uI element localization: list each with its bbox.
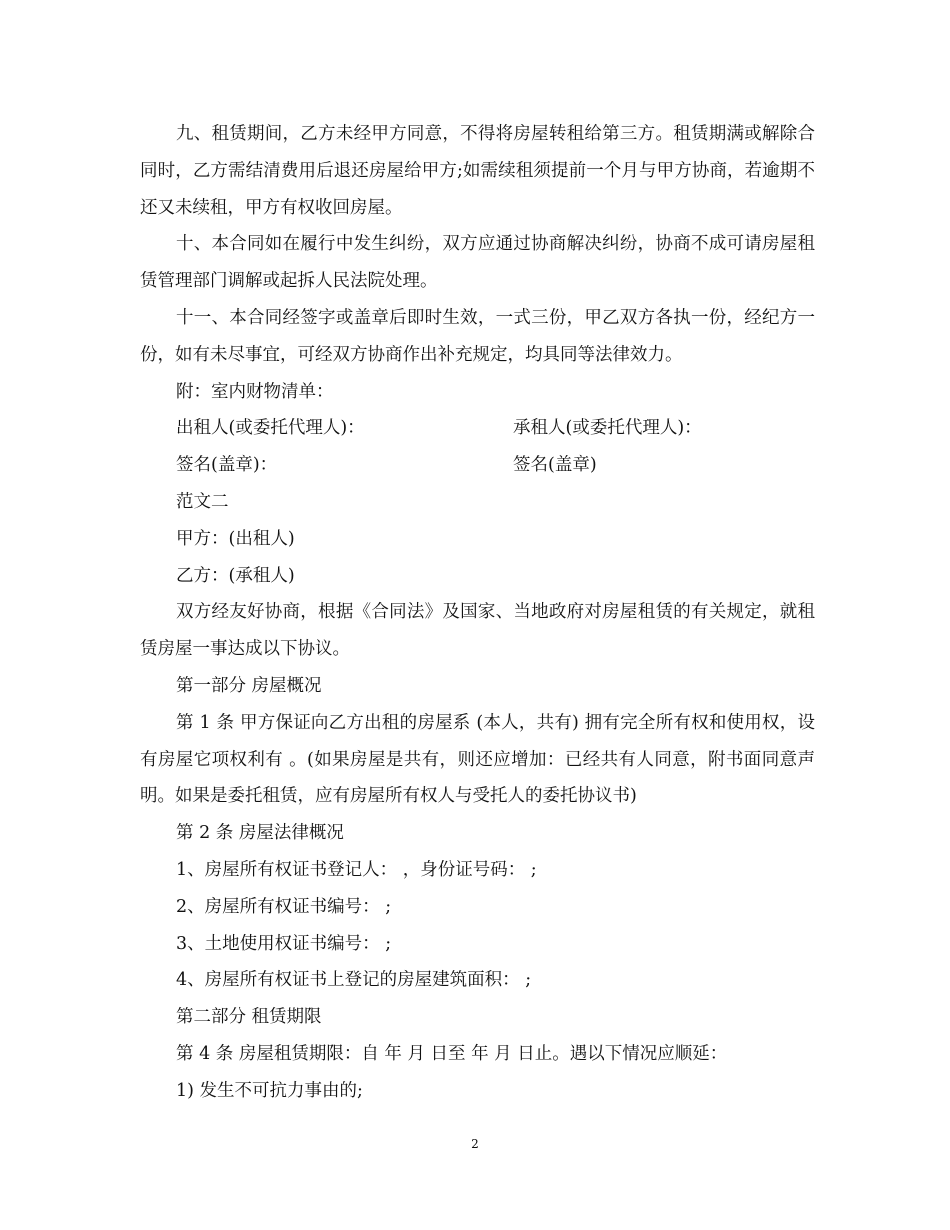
item-one: 1、房屋所有权证书登记人： ，身份证号码： ; [176, 859, 537, 880]
lessor-label: 出租人(或委托代理人)： [176, 418, 365, 439]
attachment-line: 附：室内财物清单： [176, 381, 334, 402]
item-two: 2、房屋所有权证书编号： ; [176, 896, 392, 917]
part-one-heading: 第一部分 房屋概况 [176, 675, 322, 696]
clause-nine: 九、租赁期间，乙方未经甲方同意，不得将房屋转租给第三方。租赁期满或解除合同时，乙方需结清费用后退还房屋给甲方;如需续租须提前一个月与甲方协商，若逾期不还又未续租，甲方有权收回房屋。 [140, 124, 815, 218]
party-b-line: 乙方：(承租人) [176, 565, 295, 586]
signature-seal-row [140, 447, 815, 484]
part-two-heading: 第二部分 租赁期限 [176, 1007, 322, 1028]
clause-ten: 十、本合同如在履行中发生纠纷，双方应通过协商解决纠纷，协商不成可请房屋租赁管理部门调解或起拆人民法院处理。 [140, 234, 815, 292]
article-two-heading: 第 2 条 房屋法律概况 [176, 823, 344, 844]
clause-eleven: 十一、本合同经签字或盖章后即时生效，一式三份，甲乙双方各执一份，经纪方一份，如有未尽事宜，可经双方协商作出补充规定，均具同等法律效力。 [140, 307, 815, 365]
document-body [140, 116, 815, 1110]
page-number: 2 [471, 1137, 479, 1151]
article-four: 第 4 条 房屋租赁期限：自 年 月 日至 年 月 日止。遇以下情况应顺延： [176, 1043, 728, 1064]
intro-paragraph: 双方经友好协商，根据《合同法》及国家、当地政府对房屋租赁的有关规定，就租赁房屋一事达成以下协议。 [140, 602, 815, 660]
case-one: 1) 发生不可抗力事由的; [176, 1080, 363, 1101]
article-one: 第 1 条 甲方保证向乙方出租的房屋系 (本人，共有) 拥有完全所有权和使用权，设有房屋它项权利有 。(如果房屋是共有，则还应增加：已经共有人同意，附书面同意声明。如果是委托租赁，应有房屋所有权人与受托人的委托协议书) [140, 712, 815, 807]
lessor-signature-label: 签名(盖章)： [176, 455, 278, 476]
item-three: 3、土地使用权证书编号： ; [176, 933, 392, 954]
lessee-label: 承租人(或委托代理人)： [513, 418, 702, 439]
item-four: 4、房屋所有权证书上登记的房屋建筑面积： ; [176, 970, 532, 991]
lessee-signature-label: 签名(盖章) [513, 455, 597, 476]
signature-party-row [140, 410, 815, 447]
sample-two-heading: 范文二 [176, 491, 229, 512]
party-a-line: 甲方：(出租人) [176, 528, 295, 549]
